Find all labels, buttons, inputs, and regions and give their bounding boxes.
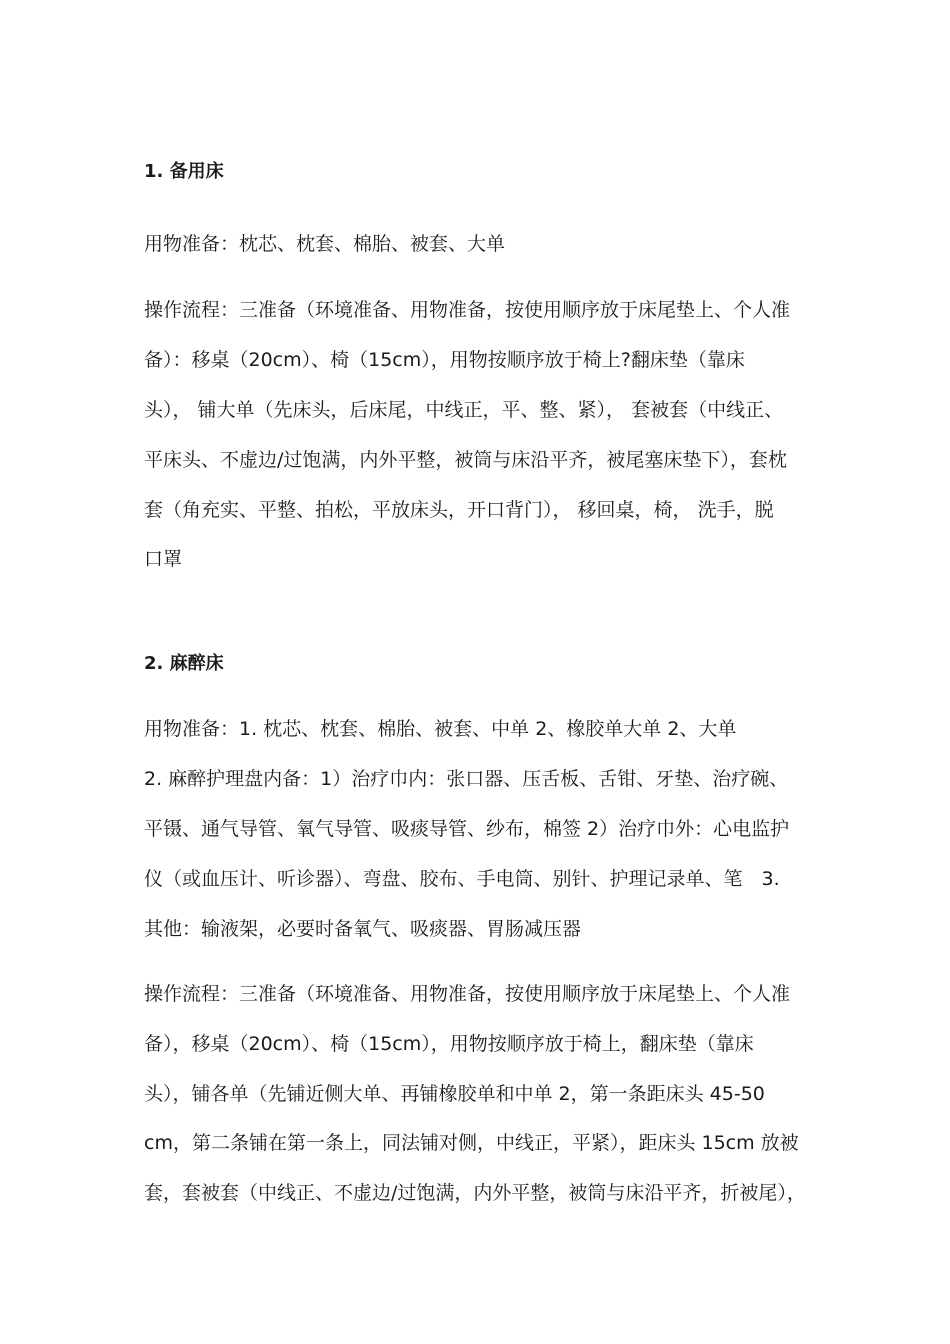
section-heading-2: 2. 麻醉床 [144, 653, 224, 674]
section2-supplies-line: 用物准备：1. 枕芯、枕套、棉胎、被套、中单 2、橡胶单大单 2、大单 [144, 718, 737, 740]
section2-supplies-line: 仪（或血压计、听诊器）、弯盘、胶布、手电筒、别针、护理记录单、笔 3. [144, 868, 780, 890]
section1-procedure-line: 备）：移桌（20cm）、椅（15cm），用物按顺序放于椅上?翻床垫（靠床 [144, 349, 745, 371]
section1-procedure-line: 口罩 [144, 548, 183, 570]
section2-procedure-line: 操作流程：三准备（环境准备、用物准备，按使用顺序放于床尾垫上、个人准 [144, 983, 791, 1005]
section-heading-1: 1. 备用床 [144, 161, 224, 182]
section1-procedure-line: 套（角充实、平整、拍松，平放床头，开口背门）， 移回桌，椅， 洗手，脱 [144, 499, 774, 521]
section1-procedure-line: 平床头、不虚边/过饱满，内外平整，被筒与床沿平齐，被尾塞床垫下），套枕 [144, 449, 787, 471]
section1-procedure-line: 操作流程：三准备（环境准备、用物准备，按使用顺序放于床尾垫上、个人准 [144, 299, 791, 321]
section2-procedure-line: 套，套被套（中线正、不虚边/过饱满，内外平整，被筒与床沿平齐，折被尾）， [144, 1182, 806, 1204]
section2-procedure-line: 备），移桌（20cm）、椅（15cm），用物按顺序放于椅上，翻床垫（靠床 [144, 1033, 754, 1055]
section2-supplies-line: 其他：输液架，必要时备氧气、吸痰器、胃肠减压器 [144, 918, 582, 940]
section2-supplies-line: 2. 麻醉护理盘内备：1）治疗巾内：张口器、压舌板、舌钳、牙垫、治疗碗、 [144, 768, 789, 790]
section2-supplies-line: 平镊、通气导管、氧气导管、吸痰导管、纱布，棉签 2）治疗巾外：心电监护 [144, 818, 790, 840]
section1-supplies-line: 用物准备：枕芯、枕套、棉胎、被套、大单 [144, 233, 506, 255]
section2-procedure-line: cm，第二条铺在第一条上，同法铺对侧，中线正，平紧），距床头 15cm 放被 [144, 1132, 799, 1154]
section2-procedure-line: 头），铺各单（先铺近侧大单、再铺橡胶单和中单 2，第一条距床头 45-50 [144, 1083, 765, 1105]
section1-procedure-line: 头）， 铺大单（先床头，后床尾，中线正，平、整、紧）， 套被套（中线正、 [144, 399, 784, 421]
